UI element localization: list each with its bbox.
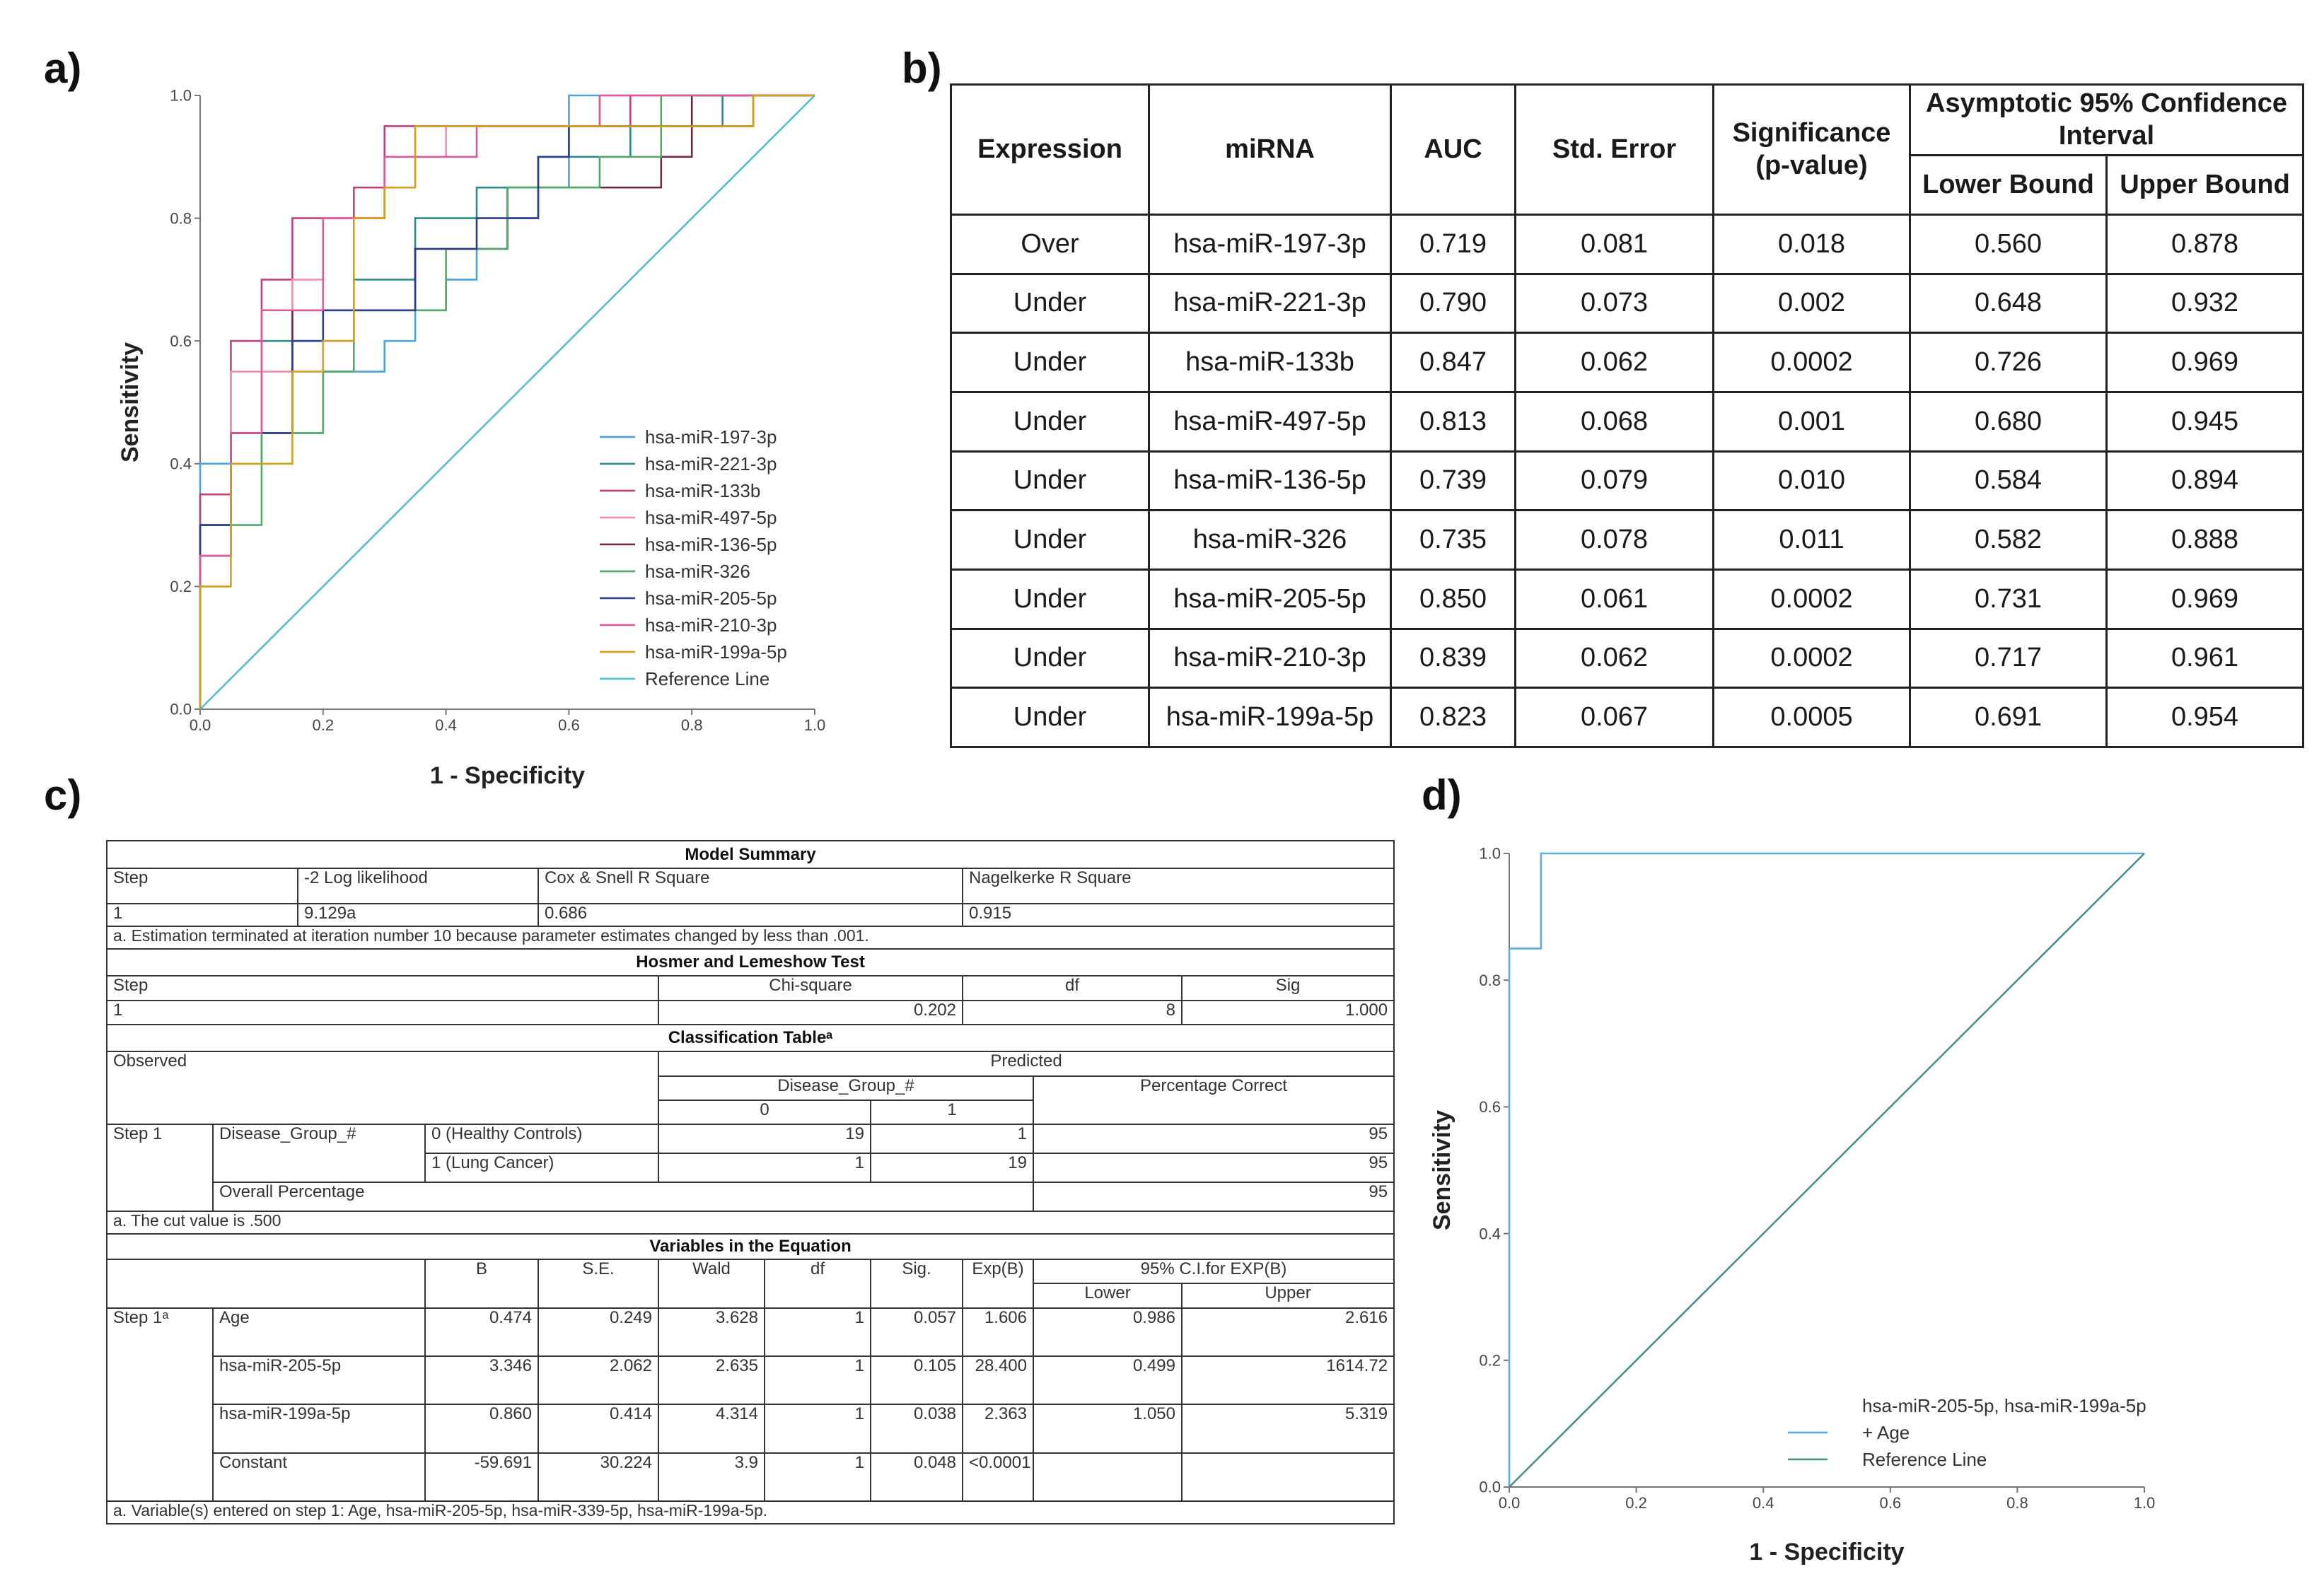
exp-b-header: Exp(B) xyxy=(963,1259,1033,1307)
cell-std-error: 0.079 xyxy=(1516,451,1714,511)
mir199a-lower: 1.050 xyxy=(1033,1404,1182,1452)
cell-expression: Under xyxy=(951,569,1149,629)
header-expression: Expression xyxy=(951,85,1149,215)
mir199a-se: 0.414 xyxy=(538,1404,658,1452)
cell-expression: Under xyxy=(951,688,1149,747)
auc-table-row xyxy=(951,215,2303,274)
cell-auc: 0.850 xyxy=(1391,569,1516,629)
legend-label: hsa-miR-210-3p xyxy=(645,614,777,636)
cell-significance: 0.002 xyxy=(1714,274,1910,333)
header-mirna: miRNA xyxy=(1149,85,1391,215)
mir205-b: 3.346 xyxy=(425,1356,538,1404)
model-summary-step-header: Step xyxy=(107,868,298,904)
x-tick-label: 0.0 xyxy=(189,716,211,734)
y-tick-label: 0.8 xyxy=(170,209,192,228)
constant-lower xyxy=(1033,1453,1182,1501)
cell-auc: 0.719 xyxy=(1391,215,1516,274)
age-lower: 0.986 xyxy=(1033,1308,1182,1356)
x-tick-label: 0.8 xyxy=(680,716,703,734)
predicted-0-header: 0 xyxy=(658,1100,871,1124)
legend-label: Reference Line xyxy=(645,668,770,689)
mir205-wald: 2.635 xyxy=(658,1356,765,1404)
auc-table-row xyxy=(951,333,2303,392)
x-tick-label: 0.6 xyxy=(558,716,580,734)
panel-label-c: c) xyxy=(44,771,82,819)
sig-header: Sig. xyxy=(871,1259,963,1307)
cell-expression: Under xyxy=(951,274,1149,333)
cell-std-error: 0.062 xyxy=(1516,629,1714,688)
cell-auc: 0.739 xyxy=(1391,451,1516,511)
hosmer-df-value: 8 xyxy=(963,1001,1182,1025)
b-header: B xyxy=(425,1259,538,1307)
y-tick-label: 1.0 xyxy=(170,86,192,105)
cell-mirna: hsa-miR-133b xyxy=(1149,333,1391,392)
cell-upper-bound: 0.954 xyxy=(2107,688,2303,747)
age-se: 0.249 xyxy=(538,1308,658,1356)
model-summary-note: a. Estimation terminated at iteration number 10 because parameter estimates changed by less than .001. xyxy=(107,926,1394,949)
cox-snell-header: Cox & Snell R Square xyxy=(538,868,963,904)
cell-significance: 0.0005 xyxy=(1714,688,1910,747)
regression-output-table xyxy=(106,840,1395,1524)
mir205-exp-b: 28.400 xyxy=(963,1356,1033,1404)
constant-wald: 3.9 xyxy=(658,1453,765,1501)
constant-exp-b: <0.0001 xyxy=(963,1453,1033,1501)
nagelkerke-value: 0.915 xyxy=(963,904,1394,926)
auc-table-body xyxy=(951,215,2303,747)
y-tick-label: 1.0 xyxy=(1479,844,1501,863)
mir199a-exp-b: 2.363 xyxy=(963,1404,1033,1452)
header-significance: Significance (p-value) xyxy=(1714,85,1910,215)
cell-mirna: hsa-miR-221-3p xyxy=(1149,274,1391,333)
ci-lower-header: Lower xyxy=(1033,1283,1182,1307)
legend-label: hsa-miR-136-5p xyxy=(645,534,777,555)
cell-mirna: hsa-miR-136-5p xyxy=(1149,451,1391,511)
cox-snell-value: 0.686 xyxy=(538,904,963,926)
cell-upper-bound: 0.878 xyxy=(2107,215,2303,274)
age-sig: 0.057 xyxy=(871,1308,963,1356)
ci-exp-b-header: 95% C.I.for EXP(B) xyxy=(1033,1259,1394,1283)
var-name-mir205: hsa-miR-205-5p xyxy=(213,1356,425,1404)
constant-sig: 0.048 xyxy=(871,1453,963,1501)
overall-percentage-label: Overall Percentage xyxy=(213,1182,1033,1211)
cell-lower-bound: 0.584 xyxy=(1910,451,2107,511)
predicted-header: Predicted xyxy=(658,1051,1394,1075)
cell-mirna: hsa-miR-199a-5p xyxy=(1149,688,1391,747)
cell-significance: 0.011 xyxy=(1714,511,1910,570)
cell-auc: 0.813 xyxy=(1391,392,1516,451)
y-tick-label: 0.4 xyxy=(170,455,192,473)
chi-square-header: Chi-square xyxy=(658,976,963,1000)
classification-group-label: Disease_Group_# xyxy=(213,1124,425,1182)
hosmer-step-header: Step xyxy=(107,976,658,1000)
y-axis-title: Sensitivity xyxy=(1429,1109,1456,1231)
var-name-mir199a: hsa-miR-199a-5p xyxy=(213,1404,425,1452)
cell-significance: 0.001 xyxy=(1714,392,1910,451)
x-tick-label: 0.8 xyxy=(2006,1494,2028,1512)
y-tick-label: 0.0 xyxy=(170,700,192,718)
cell-significance: 0.018 xyxy=(1714,215,1910,274)
constant-b: -59.691 xyxy=(425,1453,538,1501)
healthy-controls-label: 0 (Healthy Controls) xyxy=(425,1124,658,1153)
x-tick-label: 0.4 xyxy=(1752,1494,1774,1512)
overall-percentage-value: 95 xyxy=(1033,1182,1394,1211)
ci-upper-header: Upper xyxy=(1182,1283,1394,1307)
cell-upper-bound: 0.961 xyxy=(2107,629,2303,688)
cell-mirna: hsa-miR-210-3p xyxy=(1149,629,1391,688)
classification-note: a. The cut value is .500 xyxy=(107,1211,1394,1234)
cell-auc: 0.839 xyxy=(1391,629,1516,688)
predicted-1-header: 1 xyxy=(871,1100,1033,1124)
log-likelihood-value: 9.129a xyxy=(298,904,538,926)
x-tick-label: 0.4 xyxy=(435,716,457,734)
x-tick-label: 0.0 xyxy=(1498,1494,1521,1512)
cell-auc: 0.790 xyxy=(1391,274,1516,333)
lung-pct: 95 xyxy=(1033,1153,1394,1182)
cell-lower-bound: 0.717 xyxy=(1910,629,2107,688)
y-tick-label: 0.2 xyxy=(170,578,192,596)
hosmer-sig-value: 1.000 xyxy=(1182,1001,1394,1025)
variables-note: a. Variable(s) entered on step 1: Age, hsa-miR-205-5p, hsa-miR-339-5p, hsa-miR-199a-5p. xyxy=(107,1501,1394,1524)
cell-std-error: 0.067 xyxy=(1516,688,1714,747)
cell-mirna: hsa-miR-205-5p xyxy=(1149,569,1391,629)
x-axis-title: 1 - Specificity xyxy=(429,762,586,789)
healthy-pred-1: 1 xyxy=(871,1124,1033,1153)
mir199a-b: 0.860 xyxy=(425,1404,538,1452)
x-tick-label: 0.2 xyxy=(1625,1494,1647,1512)
variables-blank-header xyxy=(107,1259,425,1307)
model-summary-step: 1 xyxy=(107,904,298,926)
y-tick-label: 0.6 xyxy=(1479,1098,1501,1116)
cell-std-error: 0.062 xyxy=(1516,333,1714,392)
cell-upper-bound: 0.888 xyxy=(2107,511,2303,570)
constant-df: 1 xyxy=(765,1453,871,1501)
se-header: S.E. xyxy=(538,1259,658,1307)
mir199a-upper: 5.319 xyxy=(1182,1404,1394,1452)
age-wald: 3.628 xyxy=(658,1308,765,1356)
auc-table-row xyxy=(951,569,2303,629)
x-tick-label: 0.6 xyxy=(1879,1494,1902,1512)
mir199a-wald: 4.314 xyxy=(658,1404,765,1452)
percentage-correct-header: Percentage Correct xyxy=(1033,1076,1394,1124)
cell-std-error: 0.073 xyxy=(1516,274,1714,333)
variables-title: Variables in the Equation xyxy=(107,1234,1394,1259)
auc-table-row xyxy=(951,451,2303,511)
header-auc: AUC xyxy=(1391,85,1516,215)
cell-lower-bound: 0.731 xyxy=(1910,569,2107,629)
cell-expression: Under xyxy=(951,629,1149,688)
var-name-age: Age xyxy=(213,1308,425,1356)
y-axis-title: Sensitivity xyxy=(117,342,144,463)
panel-label-a: a) xyxy=(44,45,82,92)
observed-header: Observed xyxy=(107,1051,658,1124)
cell-std-error: 0.068 xyxy=(1516,392,1714,451)
lung-pred-1: 19 xyxy=(871,1153,1033,1182)
cell-lower-bound: 0.560 xyxy=(1910,215,2107,274)
header-confidence-interval: Asymptotic 95% Confidence Interval xyxy=(1910,85,2303,156)
cell-lower-bound: 0.691 xyxy=(1910,688,2107,747)
auc-table-row xyxy=(951,629,2303,688)
df-header: df xyxy=(765,1259,871,1307)
cell-lower-bound: 0.680 xyxy=(1910,392,2107,451)
header-std-error: Std. Error xyxy=(1516,85,1714,215)
mir205-se: 2.062 xyxy=(538,1356,658,1404)
cell-auc: 0.823 xyxy=(1391,688,1516,747)
healthy-pct: 95 xyxy=(1033,1124,1394,1153)
panel-label-d: d) xyxy=(1422,771,1462,819)
mir205-df: 1 xyxy=(765,1356,871,1404)
cell-lower-bound: 0.582 xyxy=(1910,511,2107,570)
cell-mirna: hsa-miR-197-3p xyxy=(1149,215,1391,274)
cell-std-error: 0.081 xyxy=(1516,215,1714,274)
constant-se: 30.224 xyxy=(538,1453,658,1501)
auc-table-row xyxy=(951,392,2303,451)
y-tick-label: 0.6 xyxy=(170,332,192,350)
variables-step: Step 1ᵃ xyxy=(107,1308,213,1501)
auc-table-row xyxy=(951,511,2303,570)
legend-label: hsa-miR-199a-5p xyxy=(645,641,787,663)
cell-significance: 0.0002 xyxy=(1714,333,1910,392)
age-df: 1 xyxy=(765,1308,871,1356)
var-name-constant: Constant xyxy=(213,1453,425,1501)
header-lower-bound: Lower Bound xyxy=(1910,156,2107,215)
y-tick-label: 0.4 xyxy=(1479,1225,1501,1243)
disease-group-header: Disease_Group_# xyxy=(658,1076,1033,1100)
model-summary-title: Model Summary xyxy=(107,841,1394,868)
mir199a-df: 1 xyxy=(765,1404,871,1452)
mir205-sig: 0.105 xyxy=(871,1356,963,1404)
cell-std-error: 0.061 xyxy=(1516,569,1714,629)
y-tick-label: 0.8 xyxy=(1479,971,1501,989)
x-axis-title: 1 - Specificity xyxy=(1749,1539,1905,1565)
cell-std-error: 0.078 xyxy=(1516,511,1714,570)
mir205-lower: 0.499 xyxy=(1033,1356,1182,1404)
legend-label: hsa-miR-326 xyxy=(645,561,750,582)
cell-auc: 0.735 xyxy=(1391,511,1516,570)
log-likelihood-header: -2 Log likelihood xyxy=(298,868,538,904)
lung-pred-0: 1 xyxy=(658,1153,871,1182)
roc-chart-a xyxy=(0,0,863,820)
hosmer-df-header: df xyxy=(963,976,1182,1000)
legend-label: hsa-miR-221-3p xyxy=(645,453,777,474)
legend-label: Reference Line xyxy=(1862,1449,1987,1470)
roc-curve--age xyxy=(1509,853,2144,1487)
cell-expression: Over xyxy=(951,215,1149,274)
hosmer-sig-header: Sig xyxy=(1182,976,1394,1000)
hosmer-step: 1 xyxy=(107,1001,658,1025)
legend-label: hsa-miR-197-3p xyxy=(645,426,777,448)
y-tick-label: 0.0 xyxy=(1479,1478,1501,1496)
cell-mirna: hsa-miR-497-5p xyxy=(1149,392,1391,451)
y-tick-label: 0.2 xyxy=(1479,1351,1501,1370)
cell-upper-bound: 0.894 xyxy=(2107,451,2303,511)
roc-curve-reference-line xyxy=(1509,853,2144,1487)
x-tick-label: 1.0 xyxy=(803,716,826,734)
lung-cancer-label: 1 (Lung Cancer) xyxy=(425,1153,658,1182)
cell-expression: Under xyxy=(951,392,1149,451)
age-upper: 2.616 xyxy=(1182,1308,1394,1356)
cell-upper-bound: 0.969 xyxy=(2107,333,2303,392)
cell-upper-bound: 0.945 xyxy=(2107,392,2303,451)
classification-step: Step 1 xyxy=(107,1124,213,1211)
wald-header: Wald xyxy=(658,1259,765,1307)
cell-significance: 0.0002 xyxy=(1714,569,1910,629)
classification-title: Classification Tableᵃ xyxy=(107,1025,1394,1052)
cell-expression: Under xyxy=(951,451,1149,511)
x-tick-label: 0.2 xyxy=(312,716,335,734)
auc-table-row xyxy=(951,688,2303,747)
cell-upper-bound: 0.969 xyxy=(2107,569,2303,629)
cell-lower-bound: 0.726 xyxy=(1910,333,2107,392)
cell-mirna: hsa-miR-326 xyxy=(1149,511,1391,570)
healthy-pred-0: 19 xyxy=(658,1124,871,1153)
cell-upper-bound: 0.932 xyxy=(2107,274,2303,333)
legend-label: hsa-miR-497-5p xyxy=(645,507,777,528)
auc-table-row xyxy=(951,274,2303,333)
legend-label: + Age xyxy=(1862,1422,1910,1443)
cell-expression: Under xyxy=(951,511,1149,570)
legend-label: hsa-miR-205-5p xyxy=(645,588,777,609)
mir205-upper: 1614.72 xyxy=(1182,1356,1394,1404)
panel-label-b: b) xyxy=(902,45,942,92)
cell-lower-bound: 0.648 xyxy=(1910,274,2107,333)
age-exp-b: 1.606 xyxy=(963,1308,1033,1356)
cell-expression: Under xyxy=(951,333,1149,392)
auc-table xyxy=(950,83,2304,748)
mir199a-sig: 0.038 xyxy=(871,1404,963,1452)
chi-square-value: 0.202 xyxy=(658,1001,963,1025)
nagelkerke-header: Nagelkerke R Square xyxy=(963,868,1394,904)
age-b: 0.474 xyxy=(425,1308,538,1356)
constant-upper xyxy=(1182,1453,1394,1501)
legend-title: hsa-miR-205-5p, hsa-miR-199a-5p xyxy=(1862,1395,2146,1416)
cell-auc: 0.847 xyxy=(1391,333,1516,392)
cell-significance: 0.010 xyxy=(1714,451,1910,511)
cell-significance: 0.0002 xyxy=(1714,629,1910,688)
header-upper-bound: Upper Bound xyxy=(2107,156,2303,215)
x-tick-label: 1.0 xyxy=(2133,1494,2156,1512)
hosmer-title: Hosmer and Lemeshow Test xyxy=(107,949,1394,976)
legend-label: hsa-miR-133b xyxy=(645,480,761,501)
